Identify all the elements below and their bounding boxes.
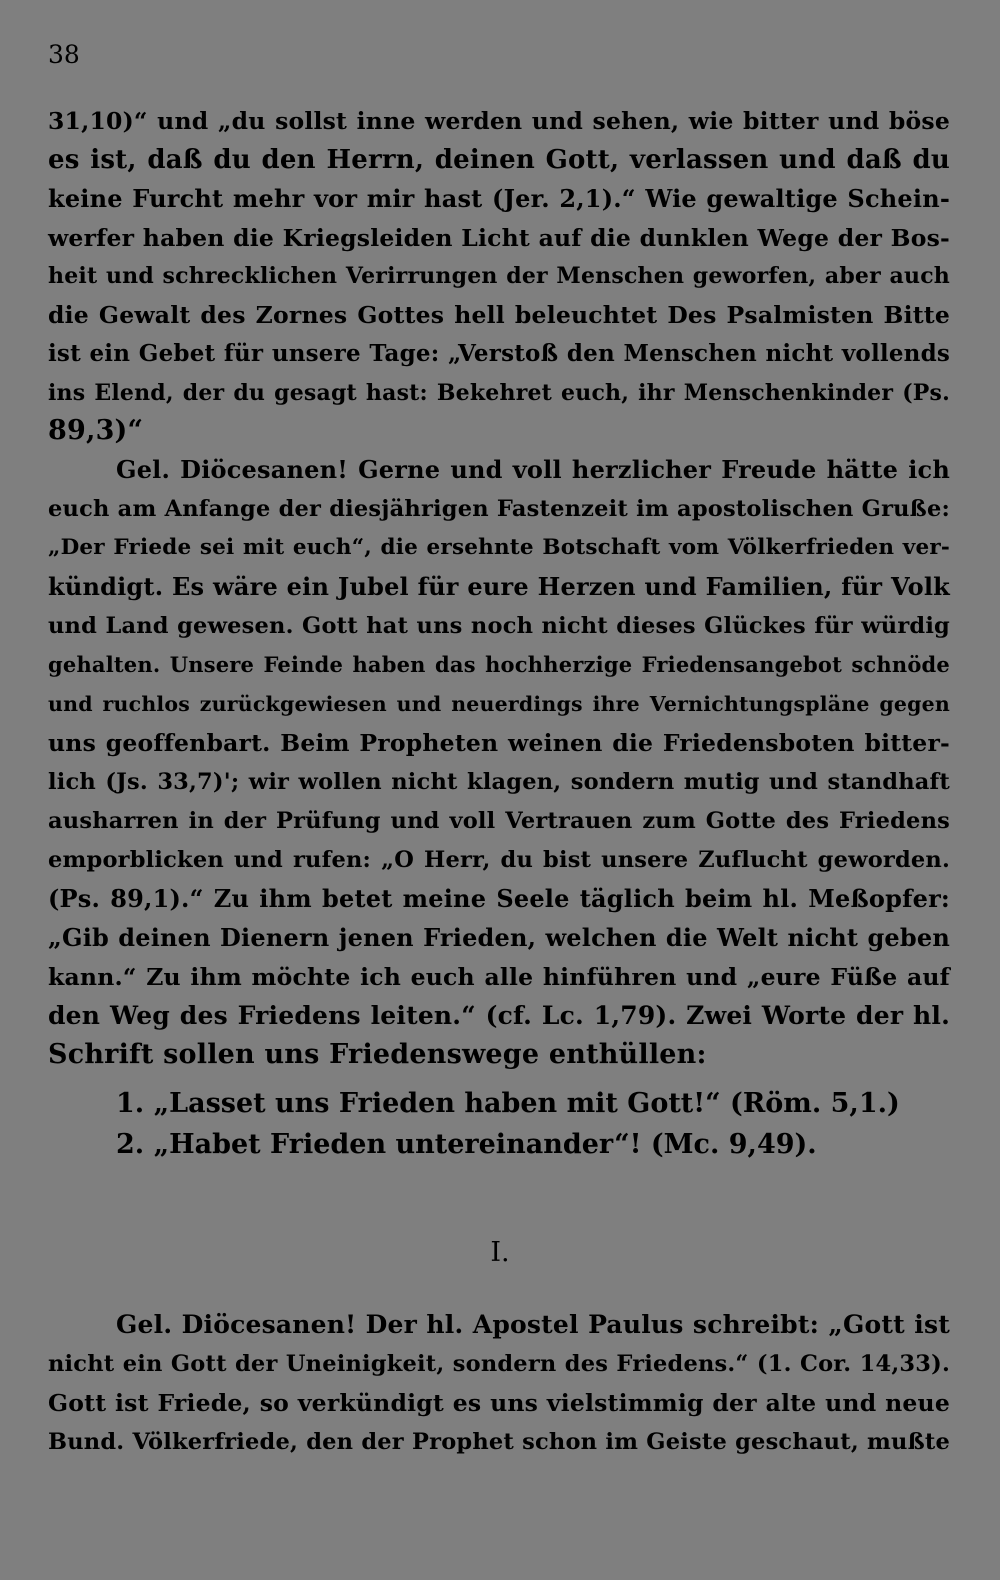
text-line: heit und schrecklichen Verirrungen der Menschen geworfen, aber auch: [48, 263, 950, 289]
text-line: „Gib deinen Dienern jenen Frieden, welchen die Welt nicht geben: [48, 923, 950, 952]
text-line: ausharren in der Prüfung und voll Vertrauen zum Gotte des Friedens: [48, 808, 950, 834]
text-line: werfer haben die Kriegsleiden Licht auf die dunklen Wege der Bos-: [48, 224, 950, 252]
text-line: kündigt. Es wäre ein Jubel für eure Herzen und Familien, für Volk: [48, 572, 950, 601]
text-line: ins Elend, der du gesagt hast: Bekehret euch, ihr Menschenkinder (Ps.: [48, 380, 950, 406]
text-line: gehalten. Unsere Feinde haben das hochherzige Friedensangebot schnöde: [48, 652, 950, 677]
section-heading: I.: [490, 1237, 510, 1268]
text-line: uns geoffenbart. Beim Propheten weinen die Friedensboten bitter-: [48, 729, 950, 757]
text-line: (Ps. 89,1).“ Zu ihm betet meine Seele täglich beim hl. Meßopfer:: [48, 884, 950, 913]
text-line: „Der Friede sei mit euch“, die ersehnte Botschaft vom Völkerfrieden ver-: [48, 535, 950, 560]
text-line: und ruchlos zurückgewiesen und neuerdings ihre Vernichtungspläne gegen: [48, 692, 950, 716]
text-line: lich (Js. 33,7)'; wir wollen nicht klagen, sondern mutig und standhaft: [48, 769, 950, 795]
text-line: und Land gewesen. Gott hat uns noch nicht dieses Glückes für würdig: [48, 613, 950, 639]
text-line: die Gewalt des Zornes Gottes hell beleuchtet Des Psalmisten Bitte: [48, 301, 950, 329]
text-line: Schrift sollen uns Friedenswege enthüllen:: [48, 1039, 707, 1070]
text-line: 31,10)“ und „du sollst inne werden und sehen, wie bitter und böse: [48, 107, 950, 135]
text-line: ist ein Gebet für unsere Tage: „Verstoß den Menschen nicht vollends: [48, 340, 950, 367]
list-item: 2. „Habet Frieden untereinander“! (Mc. 9,49).: [116, 1129, 817, 1160]
text-line: keine Furcht mehr vor mir hast (Jer. 2,1).“ Wie gewaltige Schein-: [48, 184, 950, 213]
text-line: kann.“ Zu ihm möchte ich euch alle hinführen und „eure Füße auf: [48, 963, 950, 991]
text-line: es ist, daß du den Herrn, deinen Gott, verlassen und daß du: [48, 145, 950, 175]
text-line: den Weg des Friedens leiten.“ (cf. Lc. 1,79). Zwei Worte der hl.: [48, 1001, 950, 1030]
text-line: euch am Anfange der diesjährigen Fastenzeit im apostolischen Gruße:: [48, 496, 950, 522]
text-line: Gel. Diöcesanen! Der hl. Apostel Paulus schreibt: „Gott ist: [116, 1310, 950, 1339]
text-line: emporblicken und rufen: „O Herr, du bist unsere Zuflucht geworden.: [48, 847, 950, 873]
text-line: Gott ist Friede, so verkündigt es uns vielstimmig der alte und neue: [48, 1389, 950, 1417]
text-line: 89,3)“: [48, 415, 144, 446]
text-line: Gel. Diöcesanen! Gerne und voll herzlicher Freude hätte ich: [116, 455, 950, 484]
text-line: Bund. Völkerfriede, den der Prophet schon im Geiste geschaut, mußte: [48, 1429, 950, 1455]
text-line: nicht ein Gott der Uneinigkeit, sondern des Friedens.“ (1. Cor. 14,33).: [48, 1351, 950, 1377]
page-number: 38: [48, 40, 80, 69]
list-item: 1. „Lasset uns Frieden haben mit Gott!“ (Röm. 5,1.): [116, 1088, 900, 1119]
